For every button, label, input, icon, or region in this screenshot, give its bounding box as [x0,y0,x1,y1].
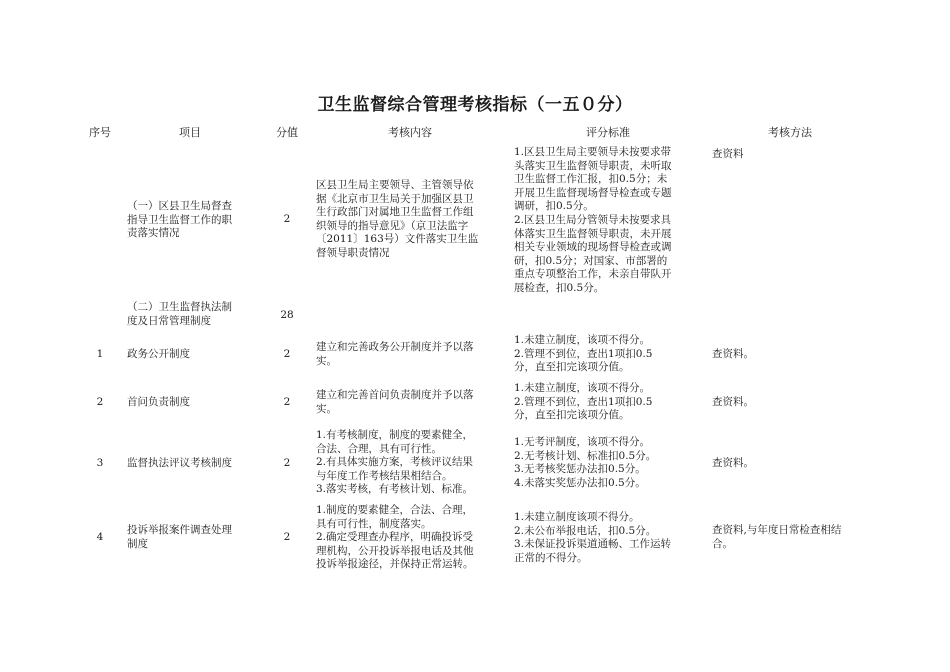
row-criteria: 1.区县卫生局主要领导未按要求带 头落实卫生监督领导职责，未听取 卫生监督工作汇报，扣0.5分；未 开展卫生监督现场督导检查或专题 调研，扣0.5分。 2.区县卫生局分管领导未按要求具 体落实卫生监督领导职责，未开展 相关专业领域的现场督导检查或调 研，扣0.5分；对国家、市部署的 重点专项整治工作，未亲自带队开 展检查，扣0.5分。 [514,146,672,294]
row-score: 2 [283,348,291,360]
row-method: 查资料 [712,148,744,160]
page-title: 卫生监督综合管理考核指标（一五０分） [317,95,633,115]
row-score: 2 [283,396,291,408]
header-criteria: 评分标准 [586,126,630,139]
row-method: 查资料。 [712,457,754,469]
row-content: 区县卫生局主要领导、主管领导依 据《北京市卫生局关于加强区县卫 生行政部门对属地卫生监督工作组 织领导的指导意见》（京卫法监字 〔2011〕163号）文件落实卫生监 督领导职责情况 [316,179,479,259]
row-criteria: 1.未建立制度，该项不得分。 2.管理不到位，查出1项扣0.5 分，直至扣完该项分值。 [514,334,653,374]
row-no: 1 [96,348,104,360]
row-item: 监督执法评议考核制度 [127,457,232,469]
row-criteria: 1.无考评制度，该项不得分。 2.无考核计划、标准扣0.5分。 3.无考核奖惩办法扣0.5分。 4.未落实奖惩办法扣0.5分。 [514,436,657,489]
header-content: 考核内容 [388,126,432,139]
row-criteria: 1.未建立制度，该项不得分。 2.管理不到位，查出1项扣0.5 分，直至扣完该项分值。 [514,382,653,422]
row-score: 2 [283,531,291,543]
row-method: 查资料。 [712,396,754,408]
header-score: 分值 [276,126,298,139]
row-method: 查资料。 [712,348,754,360]
row-no: 4 [96,531,104,543]
row-criteria: 1.未建立制度该项不得分。 2.未公布举报电话，扣0.5分。 3.未保证投诉渠道通畅、工作运转 正常的不得分。 [514,511,672,564]
row-content: 建立和完善政务公开制度并予以落 实。 [316,341,474,367]
row-no: 2 [96,396,104,408]
row-item: （二）卫生监督执法制 度及日常管理制度 [127,301,232,327]
header-no: 序号 [89,126,111,139]
header-method: 考核方法 [768,126,812,139]
row-item: 政务公开制度 [127,348,190,360]
header-item: 项目 [179,126,201,139]
row-score: 2 [283,213,291,225]
row-score: 2 [283,457,291,469]
row-item: 投诉举报案件调查处理 制度 [127,524,232,550]
row-score: 28 [280,309,294,321]
row-content: 1.制度的要素健全，合法、合理， 具有可行性，制度落实。 2.确定受理查办程序，明确投诉受 理机构，公开投诉举报电话及其他 投诉举报途径，并保持正常运转。 [316,504,474,571]
row-method: 查资料,与年度日常检查相结 合。 [712,524,842,550]
row-no: 3 [96,457,104,469]
row-item: （一）区县卫生局督查 指导卫生监督工作的职 责落实情况 [127,200,232,240]
row-content: 1.有考核制度，制度的要素健全， 合法、合理，具有可行性。 2.有具体实施方案，考核评议结果 与年度工作考核结果相结合。 3.落实考核，有考核计划、标准。 [316,429,474,496]
row-item: 首问负责制度 [127,396,190,408]
row-content: 建立和完善首问负责制度并予以落 实。 [316,389,474,415]
